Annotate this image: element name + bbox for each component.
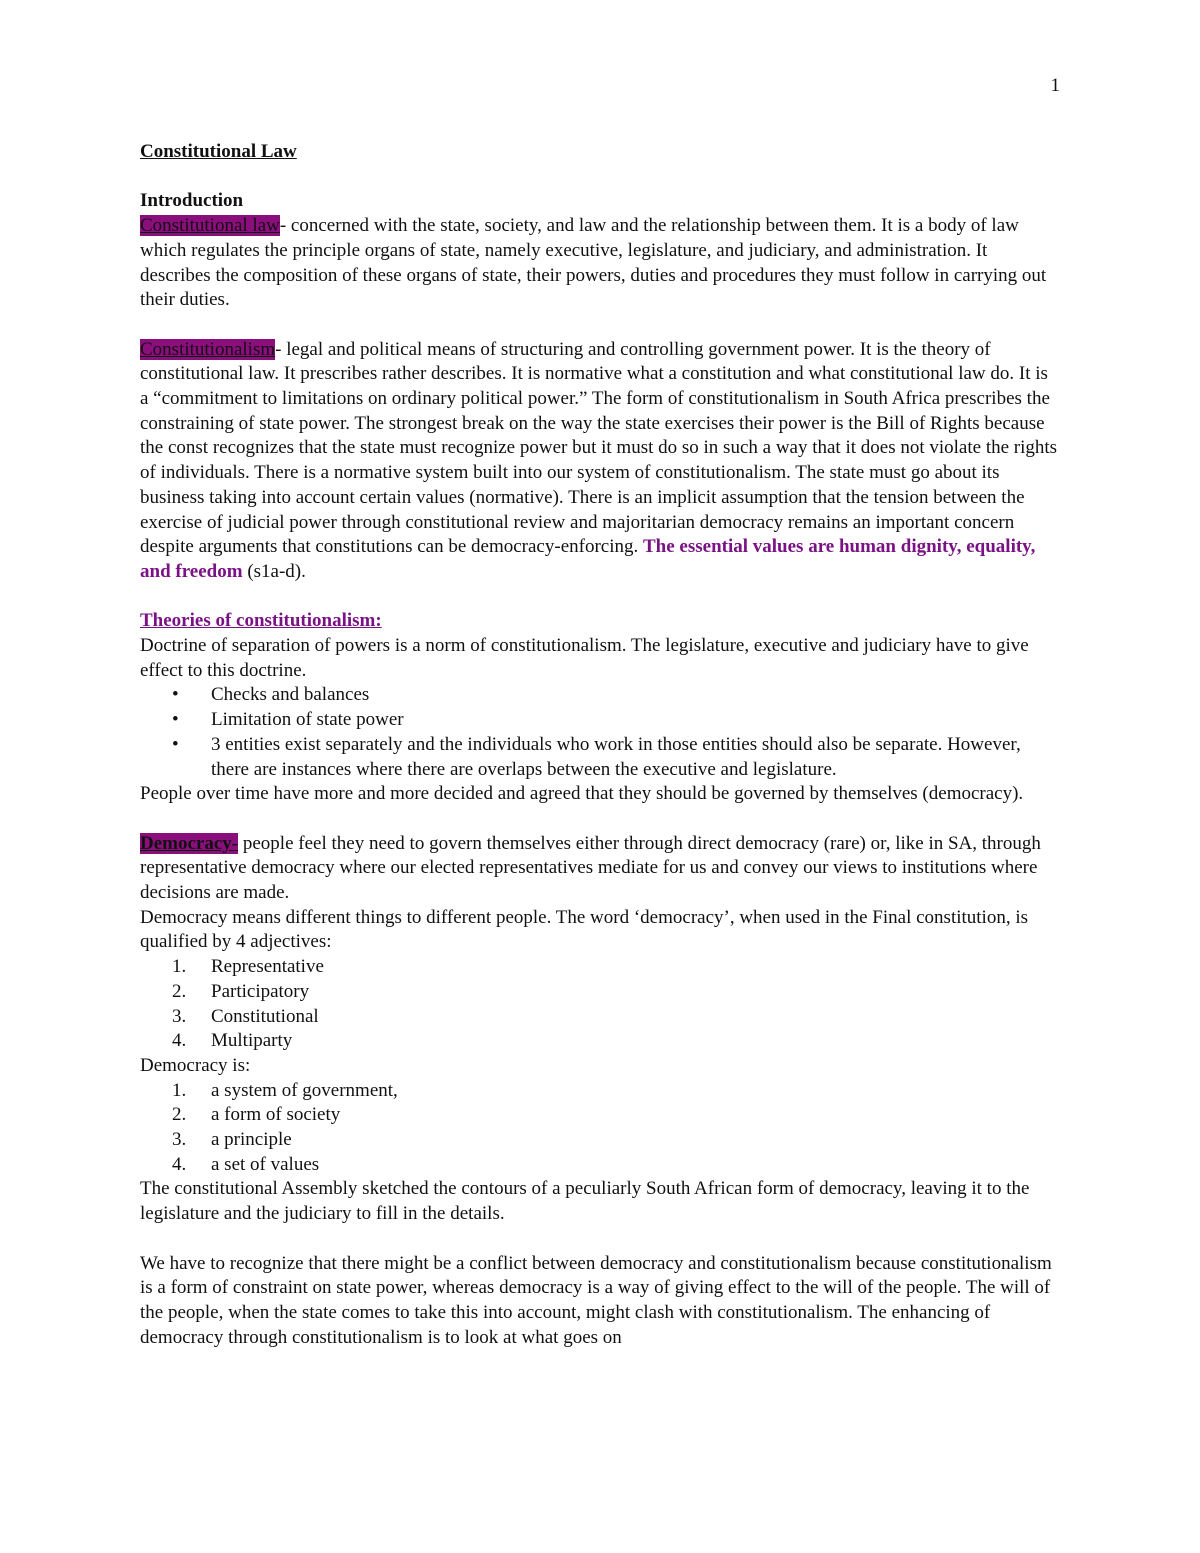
blank-line	[140, 585, 1060, 610]
list-item-text: Participatory	[211, 980, 310, 1002]
blank-line	[140, 807, 1060, 832]
list-item-text: Representative	[211, 956, 324, 978]
bullet-mark: •	[172, 733, 179, 755]
numbered-list-democracy-is	[140, 1079, 1060, 1178]
paragraph-constitutionalism	[140, 338, 1060, 585]
paragraph-governed-by-themselves: People over time have more and more decided and agreed that they should be governed by themselves (democracy).	[140, 783, 1024, 805]
list-number: 4.	[172, 1153, 187, 1175]
list-number: 1.	[172, 1079, 187, 1101]
paragraph-separation-of-powers: Doctrine of separation of powers is a norm of constitutionalism. The legislature, executive and judiciary have to give effect to this doctrine.	[140, 635, 1029, 681]
list-item	[140, 1029, 1060, 1054]
list-item-text: a system of government,	[211, 1079, 398, 1101]
page-number: 1	[1050, 75, 1060, 96]
theories-heading-text: Theories of constitutionalism	[140, 610, 376, 632]
list-item-text: a set of values	[211, 1153, 320, 1175]
list-item	[140, 1079, 1060, 1104]
list-item	[140, 708, 1060, 733]
essential-values-text: The essential values are human dignity, equality, and freedom	[140, 536, 1036, 582]
list-item-text: 3 entities exist separately and the individuals who work in those entities should also be separate. However, there are instances where there are overlaps between the executive and legislature.	[211, 733, 1021, 780]
section-heading-introduction: Introduction	[140, 190, 244, 212]
highlighted-term-constitutional-law: Constitutional law	[140, 215, 280, 237]
list-item	[140, 1128, 1060, 1153]
list-number: 1.	[172, 956, 187, 978]
democracy-is-label: Democracy is:	[140, 1054, 251, 1076]
list-number: 2.	[172, 980, 187, 1002]
paragraph-democracy-meanings: Democracy means different things to different people. The word ‘democracy’, when used in the Final constitution, is qualified by 4 adjectives:	[140, 906, 1029, 953]
paragraph-constitutional-assembly: The constitutional Assembly sketched the contours of a peculiarly South African form of democracy, leaving it to the legislature and the judiciary to fill in the details.	[140, 1178, 1030, 1225]
list-number: 2.	[172, 1104, 187, 1126]
highlighted-term-democracy: Democracy-	[140, 832, 239, 854]
list-item-text: Multiparty	[211, 1030, 293, 1052]
list-item-text: a principle	[211, 1129, 292, 1151]
paragraph-text: people feel they need to govern themselves either through direct democracy (rare) or, like in SA, through representative democracy where our elected representatives mediate for us and convey our views to institutions where decisions are made.	[140, 832, 1041, 904]
list-number: 3.	[172, 1005, 187, 1027]
list-item	[140, 1005, 1060, 1030]
paragraph-text: - legal and political means of structuring and controlling government power. It is the theory of constitutional law. It prescribes rather describes. It is normative what a constitution and what constitutional law do. It is a “commitment to limitations on ordinary political power.” The form of constitutionalism in South Africa prescribes the constraining of state power. The strongest break on the way the state exercises their power is the Bill of Rights because the const recognizes that the state must recognize power but it must do so in such a way that it does not violate the rights of individuals. There is a normative system built into our system of constitutionalism. The state must go about its business taking into account certain values (normative). There is an implicit assumption that the tension between the exercise of judicial power through constitutional review and majoritarian democracy remains an important concern despite arguments that constitutions can be democracy-enforcing.	[140, 338, 1058, 558]
bullet-mark: •	[172, 709, 179, 731]
paragraph-democracy	[140, 832, 1060, 906]
section-heading-theories	[140, 609, 1060, 634]
list-item-text: a form of society	[211, 1104, 341, 1126]
bullet-list	[140, 683, 1060, 782]
blank-line	[140, 313, 1060, 338]
highlighted-term-constitutionalism: Constitutionalism	[140, 338, 276, 360]
paragraph-text: - concerned with the state, society, and law and the relationship between them. It is a body of law which regulates the principle organs of state, namely executive, legislature, and judiciary, and administration. It describes the composition of these organs of state, their powers, duties and procedures they must follow in carrying out their duties.	[140, 215, 1047, 311]
blank-line	[140, 165, 1060, 190]
section-reference: (s1a-d).	[242, 560, 306, 582]
list-number: 3.	[172, 1129, 187, 1151]
list-item-text: Constitutional	[211, 1005, 319, 1027]
blank-line	[140, 1227, 1060, 1252]
list-item	[140, 955, 1060, 980]
list-item	[140, 1103, 1060, 1128]
numbered-list-adjectives	[140, 955, 1060, 1054]
list-number: 4.	[172, 1030, 187, 1052]
list-item	[140, 1153, 1060, 1178]
list-item-text: Checks and balances	[211, 684, 370, 706]
paragraph-conflict: We have to recognize that there might be a conflict between democracy and constitutionalism because constitutionalism is a form of constraint on state power, whereas democracy is a way of giving effect to the will of the people. The will of the people, when the state comes to take this into account, might clash with constitutionalism. The enhancing of democracy through constitutionalism is to look at what goes on	[140, 1252, 1052, 1348]
bullet-mark: •	[172, 684, 179, 706]
list-item	[140, 980, 1060, 1005]
paragraph-constitutional-law	[140, 214, 1060, 313]
theories-heading-colon: :	[375, 610, 382, 632]
list-item-text: Limitation of state power	[211, 709, 404, 731]
list-item	[140, 733, 1060, 782]
document-title: Constitutional Law	[140, 141, 297, 162]
list-item	[140, 683, 1060, 708]
